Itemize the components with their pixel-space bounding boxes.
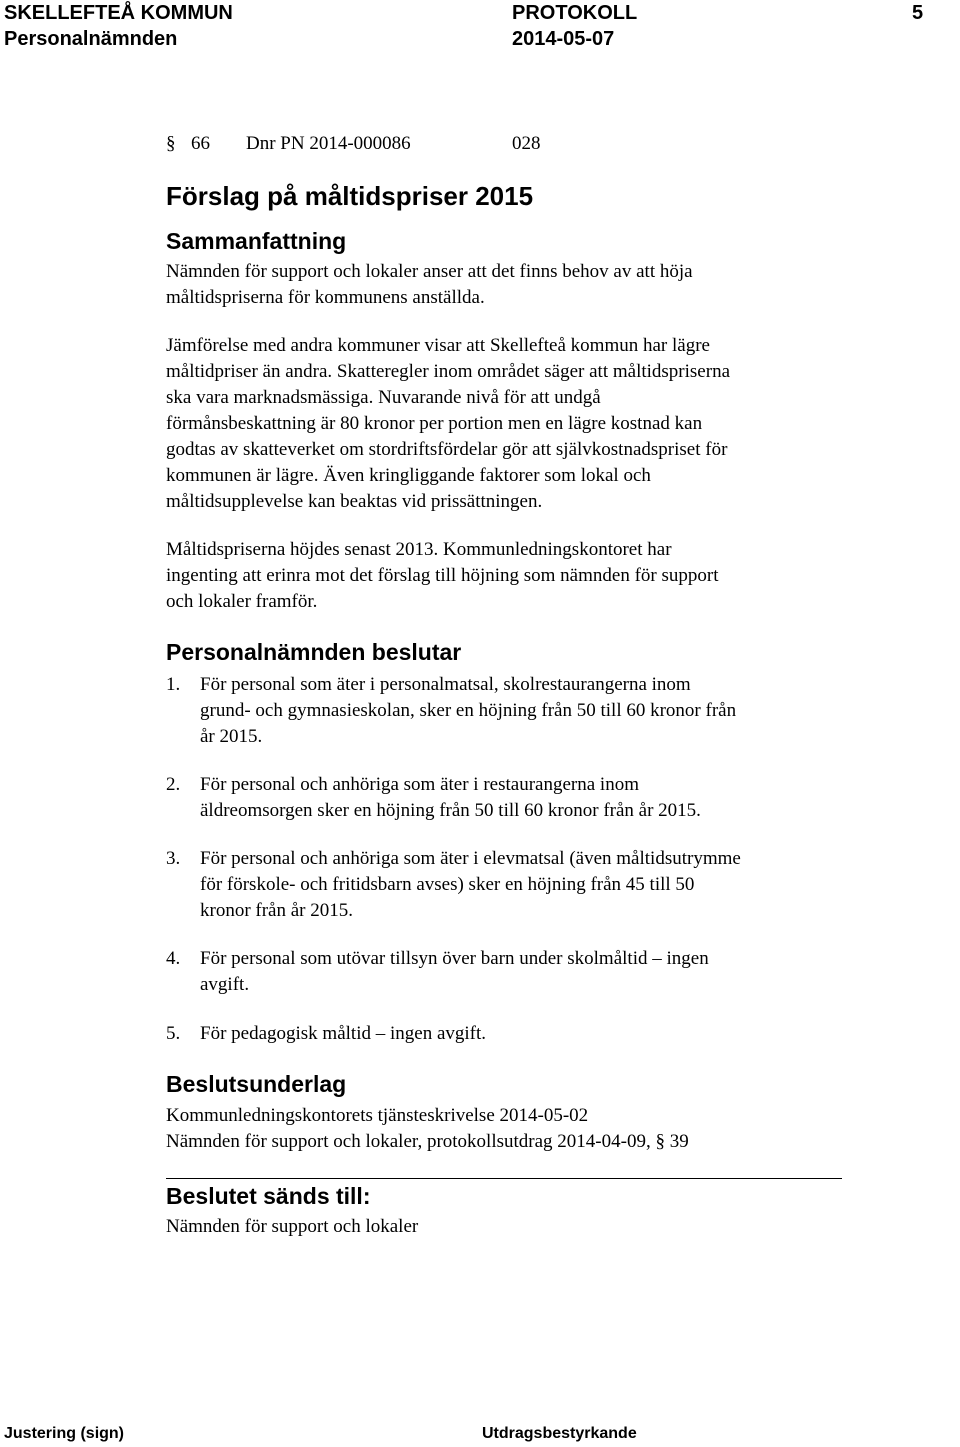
decision-item-number: 4.: [166, 948, 181, 969]
text-line: För personal som äter i personalmatsal, skolrestaurangerna inom: [200, 674, 691, 695]
text-line: måltidspriserna för kommunens anställda.: [166, 287, 485, 308]
section-symbol: §: [166, 133, 176, 154]
case-number: 66: [191, 133, 210, 154]
text-line: Måltidspriserna höjdes senast 2013. Kommunledningskontoret har: [166, 539, 672, 560]
section-divider: [166, 1178, 842, 1179]
text-line: måltidpriser än andra. Skatteregler inom området säger att måltidspriserna: [166, 361, 730, 382]
summary-heading: Sammanfattning: [166, 228, 347, 254]
text-line: Nämnden för support och lokaler, protokollsutdrag 2014-04-09, § 39: [166, 1131, 689, 1152]
text-line: kommunen är lägre. Även kringliggande faktorer som lokal och: [166, 465, 651, 486]
decision-item-number: 2.: [166, 774, 181, 795]
page-title: Förslag på måltidspriser 2015: [166, 181, 534, 211]
summary-paragraph-2: [166, 333, 856, 515]
summary-paragraph-3: [166, 537, 856, 615]
header-organization: SKELLEFTEÅ KOMMUN: [4, 2, 233, 24]
text-line: ingenting att erinra mot det förslag till höjning som nämnden för support: [166, 565, 719, 586]
header-page-number: 5: [912, 2, 924, 24]
text-line: äldreomsorgen sker en höjning från 50 till 60 kronor från år 2015.: [200, 800, 701, 821]
text-line: För personal och anhöriga som äter i elevmatsal (även måltidsutrymme: [200, 848, 741, 869]
text-line: Nämnden för support och lokaler anser att det finns behov av att höja: [166, 261, 693, 282]
decision-heading: Personalnämnden beslutar: [166, 639, 462, 665]
text-line: grund- och gymnasieskolan, sker en höjning från 50 till 60 kronor från: [200, 700, 737, 721]
text-line: förmånsbeskattning är 80 kronor per portion men en lägre kostnad kan: [166, 413, 703, 434]
decision-item-number: 3.: [166, 848, 181, 869]
sent-to-list: [166, 1214, 856, 1240]
case-line: [166, 131, 210, 157]
header-date: 2014-05-07: [512, 28, 615, 50]
text-line: godtas av skatteverket om stordriftsfördelar gör att självkostnadspriset för: [166, 439, 728, 460]
text-line: För personal och anhöriga som äter i restaurangerna inom: [200, 774, 639, 795]
footer-signature-label: Justering (sign): [4, 1425, 125, 1442]
text-line: Kommunledningskontorets tjänsteskrivelse 2014-05-02: [166, 1105, 589, 1126]
text-line: För personal som utövar tillsyn över barn under skolmåltid – ingen: [200, 948, 709, 969]
text-line: För pedagogisk måltid – ingen avgift.: [200, 1023, 487, 1044]
basis-list: [166, 1103, 856, 1155]
footer-certification-label: Utdragsbestyrkande: [482, 1425, 637, 1442]
decision-item-number: 1.: [166, 674, 181, 695]
text-line: och lokaler framför.: [166, 591, 318, 612]
text-line: kronor från år 2015.: [200, 900, 354, 921]
case-code: 028: [512, 133, 541, 154]
text-line: ska vara marknadsmässiga. Nuvarande nivå för att undgå: [166, 387, 601, 408]
text-line: avgift.: [200, 974, 250, 995]
case-dnr: Dnr PN 2014-000086: [246, 133, 411, 154]
summary-paragraph-1: [166, 259, 856, 311]
text-line: år 2015.: [200, 726, 263, 747]
text-line: Nämnden för support och lokaler: [166, 1216, 419, 1237]
sent-to-heading: Beslutet sänds till:: [166, 1183, 371, 1209]
basis-heading: Beslutsunderlag: [166, 1071, 347, 1097]
text-line: måltidsupplevelse kan beaktas vid prissättningen.: [166, 491, 543, 512]
text-line: för förskole- och fritidsbarn avses) sker en höjning från 45 till 50: [200, 874, 695, 895]
decision-item-number: 5.: [166, 1023, 181, 1044]
header-document-type: PROTOKOLL: [512, 2, 638, 24]
header-committee: Personalnämnden: [4, 28, 178, 50]
text-line: Jämförelse med andra kommuner visar att Skellefteå kommun har lägre: [166, 335, 710, 356]
